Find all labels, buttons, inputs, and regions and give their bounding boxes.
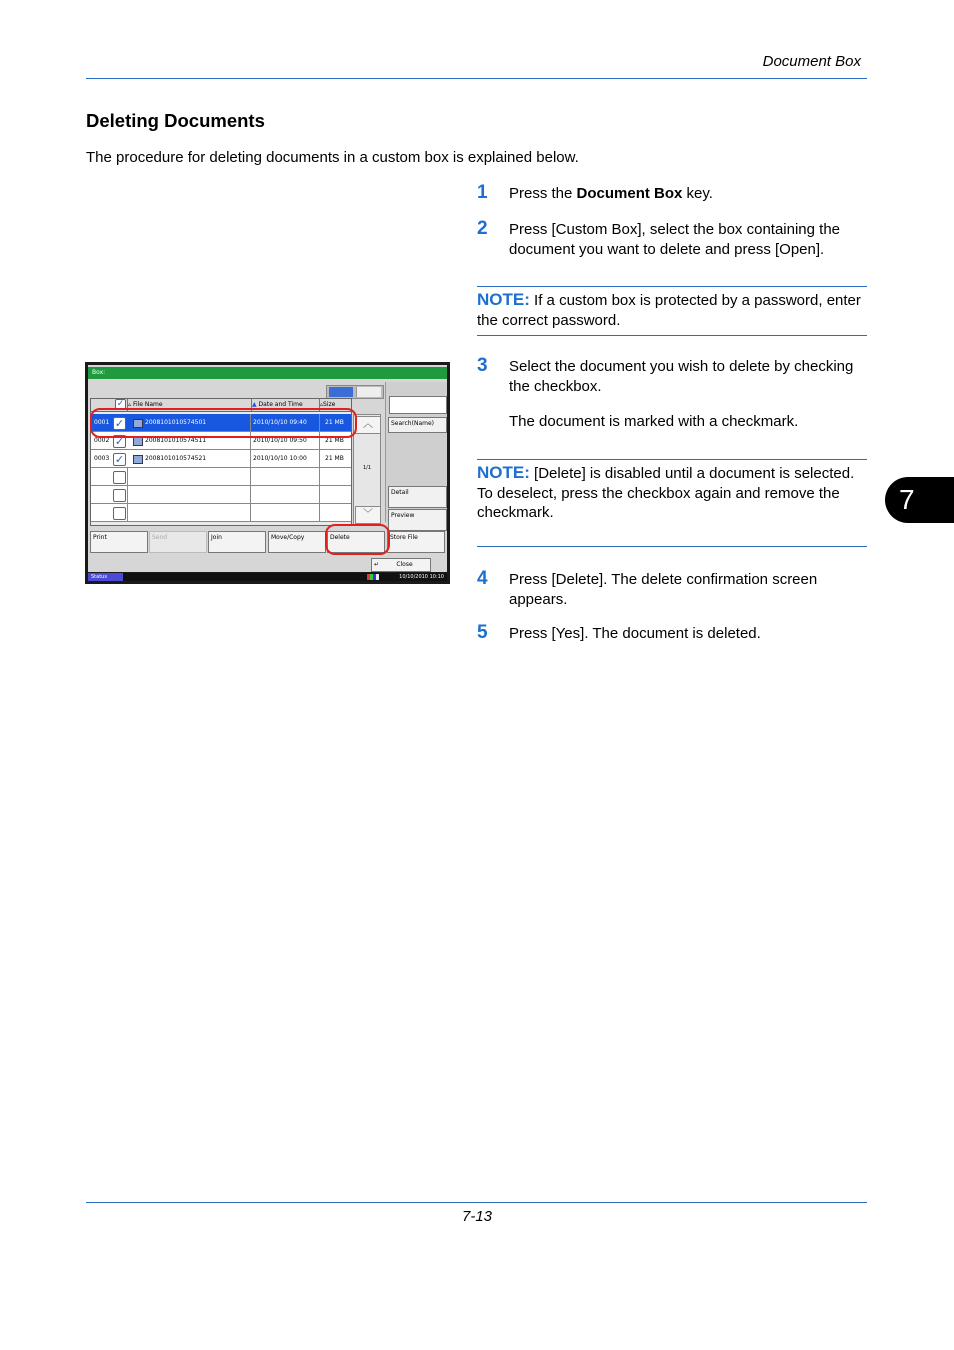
step-text: Select the document you wish to delete by checking the checkbox. (509, 358, 854, 395)
row-checkbox[interactable] (113, 489, 126, 502)
note (477, 463, 867, 523)
step-number: 5 (477, 622, 488, 643)
file-name: 2008101010574521 (145, 455, 207, 462)
section-title: Deleting Documents (86, 110, 265, 131)
file-date: 2010/10/10 09:50 (253, 437, 307, 444)
file-size: 21 MB (325, 419, 344, 426)
note-rule (477, 286, 867, 287)
row-checkbox[interactable]: ✓ (114, 453, 125, 466)
move-copy-button[interactable]: Move/Copy (268, 531, 326, 553)
running-header: Document Box (762, 53, 861, 70)
preview-button[interactable]: Preview (388, 509, 447, 531)
chapter-tab: 7 (885, 477, 954, 523)
row-checkbox[interactable]: ✓ (114, 417, 125, 430)
return-icon: ↵ (374, 561, 380, 568)
table-row[interactable] (91, 450, 351, 468)
right-panel (385, 382, 447, 522)
file-icon (133, 455, 143, 464)
list-view-icon[interactable] (329, 387, 353, 397)
join-button[interactable]: Join (208, 531, 266, 553)
row-id: 0001 (94, 419, 110, 426)
sort-icon: ▲ (252, 401, 257, 408)
table-row[interactable] (91, 504, 351, 522)
step-subtext: The document is marked with a checkmark. (509, 413, 799, 430)
key-name: Document Box (576, 185, 683, 202)
table-row[interactable] (91, 486, 351, 504)
column-label: Date and Time (258, 401, 303, 408)
step-text-pre: Press the (509, 185, 577, 202)
print-button[interactable]: Print (90, 531, 148, 553)
highlight-ring (325, 524, 390, 555)
send-button[interactable]: Send (149, 531, 207, 553)
note-label: NOTE: (477, 290, 530, 309)
file-icon (133, 437, 143, 446)
step-text: Press [Custom Box], select the box containing the document you want to delete and press [Open]. (509, 221, 841, 258)
close-label: Close (396, 561, 413, 568)
sort-icon: ▵ (320, 401, 324, 408)
step-number: 1 (477, 182, 488, 203)
scrollbar[interactable] (353, 414, 381, 526)
store-file-button[interactable]: Store File (387, 531, 445, 553)
step-text (509, 184, 869, 204)
file-size: 21 MB (325, 455, 344, 462)
close-button[interactable] (371, 558, 431, 572)
note-text: If a custom box is protected by a password, enter the correct password. (477, 292, 861, 329)
scroll-down-icon[interactable]: ﹀ (355, 506, 381, 524)
status-bar (88, 573, 447, 581)
note-rule (477, 546, 867, 547)
device-screenshot (85, 362, 450, 584)
status-button[interactable]: Status (88, 573, 123, 581)
page-indicator: 1/1 (362, 465, 372, 471)
sort-icon: ▵ (128, 401, 132, 408)
page-number: 7-13 (462, 1208, 493, 1225)
file-date: 2010/10/10 10:00 (253, 455, 307, 462)
note-text-2: To deselect, press the checkbox again and remove the checkmark. (477, 484, 840, 521)
detail-button[interactable]: Detail (388, 486, 447, 508)
table-row[interactable] (91, 468, 351, 486)
step-number: 2 (477, 218, 488, 239)
step-text: Press [Delete]. The delete confirmation screen appears. (509, 571, 818, 608)
file-date: 2010/10/10 09:40 (253, 419, 307, 426)
row-checkbox[interactable]: ✓ (114, 435, 125, 448)
header-rule (86, 78, 867, 79)
view-toggle[interactable] (326, 385, 384, 399)
toner-icon (367, 574, 379, 580)
note-rule (477, 335, 867, 336)
step-text-post: key. (682, 185, 713, 202)
row-checkbox[interactable] (113, 507, 126, 520)
intro-text: The procedure for deleting documents in a custom box is explained below. (86, 149, 579, 166)
thumbnail-view-icon[interactable] (356, 387, 381, 397)
column-label: Size (323, 401, 336, 408)
step-text: Press [Yes]. The document is deleted. (509, 625, 761, 642)
note (477, 290, 867, 330)
row-checkbox[interactable] (113, 471, 126, 484)
file-name: 2008101010574501 (145, 419, 207, 426)
step-number: 3 (477, 355, 488, 376)
row-id: 0003 (94, 455, 110, 462)
footer-rule (86, 1202, 867, 1203)
status-datetime: 10/10/2010 10:10 (399, 574, 444, 580)
file-size: 21 MB (325, 437, 344, 444)
note-rule (477, 459, 867, 460)
highlight-ring (90, 408, 357, 438)
note-text: [Delete] is disabled until a document is selected. (529, 465, 855, 482)
scroll-up-icon[interactable]: ︿ (355, 416, 381, 434)
row-id: 0002 (94, 437, 110, 444)
note-label: NOTE: (477, 463, 530, 482)
search-field[interactable] (389, 396, 447, 414)
screen-area (88, 365, 447, 572)
select-all-checkbox[interactable]: ✓ (116, 399, 125, 409)
delete-button[interactable]: Delete (327, 531, 385, 553)
step-number: 4 (477, 568, 488, 589)
column-label: File Name (132, 401, 163, 408)
search-name-button[interactable]: Search(Name) (388, 417, 447, 433)
box-title-bar: Box: (88, 367, 447, 379)
file-name: 2008101010574511 (145, 437, 207, 444)
